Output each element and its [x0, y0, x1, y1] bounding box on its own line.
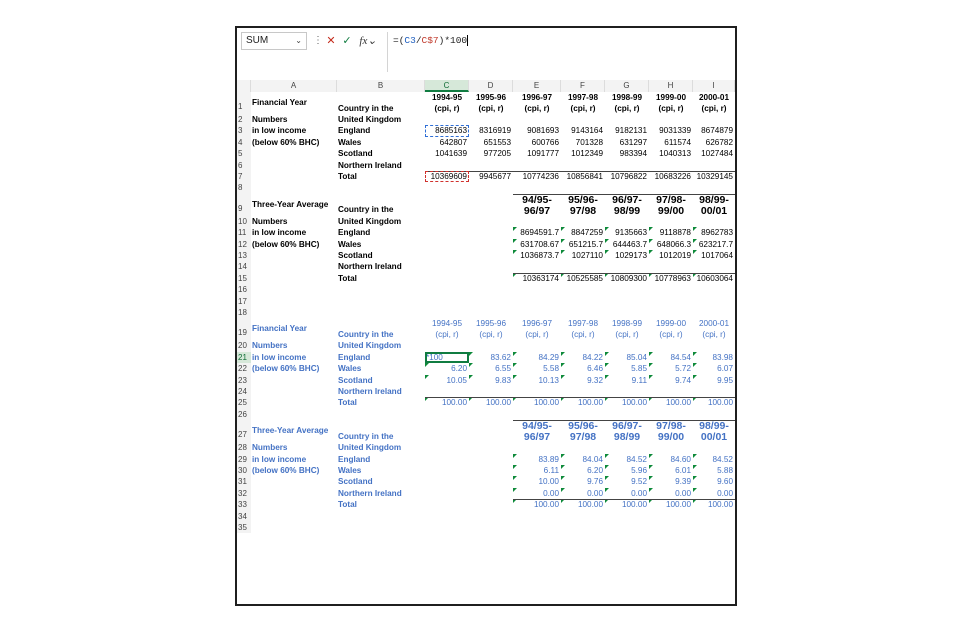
row-header-15[interactable]: 15	[237, 273, 251, 284]
value-cell[interactable]: 6.01	[649, 465, 693, 476]
england-label[interactable]: England	[338, 228, 371, 238]
row-header-7[interactable]: 7	[237, 171, 251, 182]
cpi-label[interactable]: (cpi, r)	[615, 330, 639, 340]
total-cell[interactable]: 10525585	[561, 273, 605, 284]
value-cell[interactable]: 83.89	[513, 454, 561, 465]
value-cell[interactable]: 8685163	[435, 126, 467, 136]
england-label[interactable]: England	[338, 352, 371, 362]
value-cell[interactable]: 1091777	[527, 149, 559, 159]
value-cell[interactable]: 631708.67	[513, 239, 561, 250]
value-cell[interactable]: 9.74	[649, 375, 693, 386]
total-cell[interactable]: 10809300	[605, 273, 649, 284]
value-cell[interactable]: 6.11	[513, 465, 561, 476]
cpi-label[interactable]: (cpi, r)	[659, 330, 683, 340]
row-header-17[interactable]: 17	[237, 296, 251, 307]
value-cell[interactable]: 9.39	[649, 476, 693, 487]
value-cell[interactable]: 5.96	[605, 465, 649, 476]
row-header-8[interactable]: 8	[237, 182, 251, 193]
period-header[interactable]: 94/95-	[522, 193, 552, 206]
chevron-down-icon[interactable]: ⌄	[295, 36, 302, 45]
row-header-28[interactable]: 28	[237, 442, 251, 453]
value-cell[interactable]: 6.46	[561, 363, 605, 374]
country-header[interactable]: Country in the	[338, 103, 394, 113]
period-header[interactable]: 98/99-	[699, 193, 729, 206]
select-all-corner[interactable]	[237, 80, 251, 92]
row-header-16[interactable]: 16	[237, 284, 251, 295]
value-cell[interactable]: 8694591.7	[513, 227, 561, 238]
value-cell[interactable]: 9.11	[605, 375, 649, 386]
column-header-d[interactable]: D	[469, 80, 513, 92]
england-label[interactable]: England	[338, 454, 371, 464]
value-cell[interactable]: 983394	[619, 149, 647, 159]
row-header-26[interactable]: 26	[237, 409, 251, 420]
northern-ireland-label[interactable]: Northern Ireland	[338, 387, 402, 396]
low-income-label[interactable]: in low income	[252, 352, 307, 362]
total-cell[interactable]: 100.00	[649, 499, 693, 510]
value-cell[interactable]: 10.00	[513, 476, 561, 487]
value-cell[interactable]: 648066.3	[649, 239, 693, 250]
value-cell[interactable]: 1012349	[571, 149, 603, 159]
total-cell[interactable]: 9945677	[479, 172, 511, 181]
total-cell[interactable]: 10369609	[430, 172, 467, 181]
row-header-6[interactable]: 6	[237, 160, 251, 171]
cpi-label[interactable]: (cpi, r)	[525, 330, 549, 340]
value-cell[interactable]: 5.72	[649, 363, 693, 374]
total-cell[interactable]: 100.00	[693, 397, 735, 408]
reference-highlight-c7	[425, 171, 469, 182]
value-cell[interactable]: 631297	[619, 137, 647, 147]
period-header[interactable]: 97/98	[569, 204, 597, 217]
cpi-label[interactable]: (cpi, r)	[524, 104, 550, 113]
below-60-label[interactable]: (below 60% BHC)	[252, 239, 320, 249]
formula-bar	[237, 28, 735, 76]
value-cell[interactable]: 9.83	[469, 375, 513, 386]
row-header-23[interactable]: 23	[237, 375, 251, 386]
value-cell[interactable]: 626782	[705, 137, 733, 147]
column-header-b[interactable]: B	[337, 80, 425, 92]
scotland-label[interactable]: Scotland	[338, 477, 373, 487]
wales-label[interactable]: Wales	[338, 466, 362, 475]
value-cell[interactable]: 8674879	[701, 126, 733, 136]
row-header-31[interactable]: 31	[237, 476, 251, 487]
northern-ireland-label[interactable]: Northern Ireland	[338, 160, 402, 170]
total-border	[425, 171, 735, 172]
row-header-20[interactable]: 20	[237, 340, 251, 351]
period-header[interactable]: 00/01	[700, 431, 728, 444]
total-cell[interactable]: 100.00	[561, 499, 605, 510]
wales-label[interactable]: Wales	[338, 239, 362, 249]
period-header[interactable]: 95/96-	[568, 193, 598, 206]
value-cell[interactable]: 10.13	[513, 375, 561, 386]
england-label[interactable]: England	[338, 126, 371, 136]
total-cell[interactable]: 10603064	[693, 273, 735, 284]
cpi-label[interactable]: (cpi, r)	[614, 104, 640, 113]
formula-ref-c7: C$7	[421, 35, 439, 46]
value-cell[interactable]: 1040313	[659, 149, 691, 159]
value-cell[interactable]: 84.60	[649, 454, 693, 465]
formula-mid: /	[415, 35, 422, 46]
year-header[interactable]: 1998-99	[611, 319, 643, 329]
value-cell[interactable]: 0.00	[693, 488, 735, 499]
three-year-average-label[interactable]: Three-Year Average	[252, 199, 329, 209]
value-cell[interactable]: 6.07	[693, 363, 735, 374]
value-cell[interactable]: 9.95	[693, 375, 735, 386]
cpi-label[interactable]: (cpi, r)	[435, 330, 459, 340]
column-header-e[interactable]: E	[513, 80, 561, 92]
value-cell[interactable]: 1012019	[649, 250, 693, 261]
wales-label[interactable]: Wales	[338, 137, 362, 147]
northern-ireland-label[interactable]: Northern Ireland	[338, 488, 402, 498]
row-header-22[interactable]: 22	[237, 363, 251, 374]
row-header-19[interactable]: 19	[237, 318, 251, 340]
column-headers	[237, 80, 735, 92]
value-cell[interactable]: 0.00	[513, 488, 561, 499]
cancel-icon[interactable]: ✕	[326, 35, 336, 47]
total-cell[interactable]: 100.00	[605, 397, 649, 408]
period-header[interactable]: 96/97-	[612, 193, 642, 206]
value-cell[interactable]: 84.29	[513, 352, 561, 363]
numbers-label[interactable]: Numbers	[252, 216, 288, 226]
value-cell[interactable]: 644463.7	[605, 239, 649, 250]
total-cell[interactable]: 10363174	[513, 273, 561, 284]
country-header[interactable]: United Kingdom	[338, 341, 402, 351]
row-header-14[interactable]: 14	[237, 261, 251, 272]
value-cell[interactable]: 600766	[531, 137, 559, 147]
year-header[interactable]: 1995-96	[475, 319, 507, 329]
value-cell[interactable]: 1029173	[605, 250, 649, 261]
value-cell[interactable]: 0.00	[561, 488, 605, 499]
total-cell[interactable]: 100.00	[469, 397, 513, 408]
column-header-a[interactable]: A	[251, 80, 337, 92]
country-header[interactable]: Country in the	[338, 330, 394, 339]
row-header-10[interactable]: 10	[237, 216, 251, 227]
total-cell[interactable]: 10778963	[649, 273, 693, 284]
total-cell[interactable]: 10683226	[654, 172, 691, 181]
year-header[interactable]: 1997-98	[567, 93, 599, 102]
row-header-35[interactable]: 35	[237, 522, 251, 533]
value-cell[interactable]: 651553	[483, 137, 511, 147]
row-header-30[interactable]: 30	[237, 465, 251, 476]
row-header-5[interactable]: 5	[237, 148, 251, 159]
value-cell[interactable]: 642807	[439, 137, 467, 147]
total-cell[interactable]: 10329145	[696, 172, 733, 181]
value-cell[interactable]: 5.85	[605, 363, 649, 374]
column-header-c[interactable]: C	[425, 80, 469, 92]
formula-bar-divider	[387, 32, 388, 72]
column-header-h[interactable]: H	[649, 80, 693, 92]
value-cell[interactable]: 8316919	[479, 126, 511, 136]
value-cell[interactable]: 9143164	[571, 126, 603, 136]
period-header[interactable]: 98/99	[613, 204, 641, 217]
total-cell[interactable]: 100.00	[605, 499, 649, 510]
row-header-9[interactable]: 9	[237, 194, 251, 216]
spreadsheet-window	[235, 26, 737, 606]
row-header-12[interactable]: 12	[237, 239, 251, 250]
numbers-label[interactable]: Numbers	[252, 115, 288, 124]
country-header[interactable]: Country in the	[338, 205, 394, 215]
name-box-value: SUM	[246, 35, 269, 46]
more-icon[interactable]: ⋮	[313, 35, 323, 46]
active-cell-c21	[425, 352, 469, 363]
period-header[interactable]: 97/98	[569, 431, 597, 444]
cpi-label[interactable]: (cpi, r)	[434, 104, 460, 113]
period-header[interactable]: 96/97	[523, 431, 551, 444]
year-header[interactable]: 2000-01	[698, 93, 730, 102]
total-cell[interactable]: 100.00	[693, 499, 735, 510]
total-border	[425, 397, 735, 398]
total-cell[interactable]: 100.00	[513, 397, 561, 408]
year-header[interactable]: 1999-00	[655, 93, 687, 102]
below-60-label[interactable]: (below 60% BHC)	[252, 466, 320, 475]
numbers-label[interactable]: Numbers	[252, 443, 288, 453]
value-cell[interactable]: 83.62	[469, 352, 513, 363]
value-cell[interactable]: 84.04	[561, 454, 605, 465]
value-cell[interactable]: 83.98	[693, 352, 735, 363]
country-header[interactable]: United Kingdom	[338, 115, 402, 124]
row-header-25[interactable]: 25	[237, 397, 251, 408]
value-cell[interactable]: 701328	[575, 137, 603, 147]
value-cell[interactable]: 1017064	[693, 250, 735, 261]
total-cell[interactable]: 100.00	[513, 499, 561, 510]
value-cell[interactable]: 1041639	[435, 149, 467, 159]
value-cell[interactable]: 1036873.7	[513, 250, 561, 261]
financial-year-label[interactable]: Financial Year	[252, 324, 307, 334]
cpi-label[interactable]: (cpi, r)	[478, 104, 504, 113]
value-cell[interactable]: 6.20	[425, 363, 469, 374]
editing-cell[interactable]: *100	[426, 352, 443, 362]
cpi-label[interactable]: (cpi, r)	[571, 330, 595, 340]
numbers-label[interactable]: Numbers	[252, 341, 288, 351]
period-header[interactable]: 00/01	[700, 204, 728, 217]
below-60-label[interactable]: (below 60% BHC)	[252, 137, 320, 147]
year-header[interactable]: 1998-99	[611, 93, 643, 102]
country-header[interactable]: United Kingdom	[338, 443, 402, 453]
row-header-11[interactable]: 11	[237, 227, 251, 238]
year-header[interactable]: 1995-96	[475, 93, 507, 102]
period-header[interactable]: 96/97	[523, 204, 551, 217]
value-cell[interactable]: 623217.7	[693, 239, 735, 250]
value-cell[interactable]: 9031339	[659, 126, 691, 136]
value-cell[interactable]: 977205	[483, 149, 511, 159]
value-cell[interactable]: 85.04	[605, 352, 649, 363]
total-cell[interactable]: 100.00	[561, 397, 605, 408]
total-cell[interactable]: 10774236	[522, 172, 559, 181]
row-header-27[interactable]: 27	[237, 420, 251, 442]
row-header-24[interactable]: 24	[237, 386, 251, 397]
total-label[interactable]: Total	[338, 273, 357, 283]
row-header-13[interactable]: 13	[237, 250, 251, 261]
value-cell[interactable]: 10.05	[425, 375, 469, 386]
year-header[interactable]: 1994-95	[431, 93, 463, 102]
total-label[interactable]: Total	[338, 398, 357, 408]
total-cell[interactable]: 100.00	[649, 397, 693, 408]
value-cell[interactable]: 6.55	[469, 363, 513, 374]
column-header-g[interactable]: G	[605, 80, 649, 92]
row-header-4[interactable]: 4	[237, 137, 251, 148]
value-cell[interactable]: 6.20	[561, 465, 605, 476]
period-header[interactable]: 98/99-	[699, 420, 729, 433]
value-cell[interactable]: 84.54	[649, 352, 693, 363]
value-cell[interactable]: 5.88	[693, 465, 735, 476]
row-header-34[interactable]: 34	[237, 511, 251, 522]
value-cell[interactable]: 8962783	[693, 227, 735, 238]
row-header-21[interactable]: 21	[237, 352, 251, 363]
total-label[interactable]: Total	[338, 172, 357, 181]
cpi-label[interactable]: (cpi, r)	[570, 104, 596, 113]
value-cell[interactable]: 84.52	[693, 454, 735, 465]
row-header-29[interactable]: 29	[237, 454, 251, 465]
year-header[interactable]: 1994-95	[431, 319, 463, 329]
total-border	[513, 273, 735, 274]
row-header-2[interactable]: 2	[237, 114, 251, 125]
value-cell[interactable]: 651215.7	[561, 239, 605, 250]
reference-highlight-c3	[425, 125, 469, 136]
three-year-average-label[interactable]: Three-Year Average	[252, 426, 329, 436]
value-cell[interactable]: 9118878	[649, 227, 693, 238]
country-header[interactable]: United Kingdom	[338, 216, 402, 226]
low-income-label[interactable]: in low income	[252, 454, 307, 464]
total-cell[interactable]: 100.00	[425, 397, 469, 408]
period-header[interactable]: 97/98-	[656, 193, 686, 206]
value-cell[interactable]: 0.00	[605, 488, 649, 499]
period-header[interactable]: 96/97-	[612, 420, 642, 433]
year-header[interactable]: 1999-00	[655, 319, 687, 329]
value-cell[interactable]: 0.00	[649, 488, 693, 499]
total-label[interactable]: Total	[338, 500, 357, 510]
total-border	[513, 499, 735, 500]
total-cell[interactable]: 10856841	[566, 172, 603, 181]
value-cell[interactable]: 1027484	[701, 149, 733, 159]
formula-input[interactable]	[393, 32, 723, 50]
value-cell[interactable]: 1027110	[561, 250, 605, 261]
fx-icon[interactable]: fx⌄	[359, 35, 377, 47]
formula-suffix: )*100	[438, 35, 468, 46]
value-cell[interactable]: 9.32	[561, 375, 605, 386]
cpi-label[interactable]: (cpi, r)	[701, 104, 727, 113]
value-cell[interactable]: 9.60	[693, 476, 735, 487]
value-cell[interactable]: 9.52	[605, 476, 649, 487]
year-header[interactable]: 1996-97	[521, 319, 553, 329]
cpi-label[interactable]: (cpi, r)	[658, 104, 684, 113]
year-header[interactable]: 2000-01	[698, 319, 730, 329]
scotland-label[interactable]: Scotland	[338, 149, 373, 159]
value-cell[interactable]: 9135663	[605, 227, 649, 238]
scotland-label[interactable]: Scotland	[338, 251, 373, 260]
cpi-label[interactable]: (cpi, r)	[702, 330, 726, 340]
value-cell[interactable]: 8847259	[561, 227, 605, 238]
formula-prefix: =(	[393, 35, 405, 46]
cpi-label[interactable]: (cpi, r)	[479, 330, 503, 340]
period-header[interactable]: 98/99	[613, 431, 641, 444]
year-header[interactable]: 1997-98	[567, 319, 599, 329]
period-header[interactable]: 95/96-	[568, 420, 598, 433]
low-income-label[interactable]: in low income	[252, 126, 307, 136]
column-header-i[interactable]: I	[693, 80, 735, 92]
period-header[interactable]: 99/00	[657, 431, 685, 444]
row-header-18[interactable]: 18	[237, 307, 251, 318]
name-box[interactable]	[241, 32, 307, 50]
text-caret	[467, 35, 468, 46]
financial-year-label[interactable]: Financial Year	[252, 98, 307, 107]
period-header[interactable]: 99/00	[657, 204, 685, 217]
country-header[interactable]: Country in the	[338, 431, 394, 441]
below-60-label[interactable]: (below 60% BHC)	[252, 364, 320, 374]
row-header-33[interactable]: 33	[237, 499, 251, 510]
value-cell[interactable]: 9182131	[615, 126, 647, 136]
year-header[interactable]: 1996-97	[521, 93, 553, 102]
northern-ireland-label[interactable]: Northern Ireland	[338, 262, 402, 272]
value-cell[interactable]: 84.52	[605, 454, 649, 465]
formula-ref-c3: C3	[404, 35, 416, 46]
total-cell[interactable]: 10796822	[610, 172, 647, 181]
enter-icon[interactable]: ✓	[342, 35, 352, 47]
row-header-32[interactable]: 32	[237, 488, 251, 499]
value-cell[interactable]: 9081693	[527, 126, 559, 136]
value-cell[interactable]: 611574	[664, 137, 691, 147]
period-header[interactable]: 94/95-	[522, 420, 552, 433]
row-header-3[interactable]: 3	[237, 125, 251, 136]
scotland-label[interactable]: Scotland	[338, 375, 373, 385]
row-header-1[interactable]: 1	[237, 92, 251, 114]
value-cell[interactable]: 5.58	[513, 363, 561, 374]
low-income-label[interactable]: in low income	[252, 228, 307, 238]
value-cell[interactable]: 9.76	[561, 476, 605, 487]
value-cell[interactable]: 84.22	[561, 352, 605, 363]
column-header-f[interactable]: F	[561, 80, 605, 92]
wales-label[interactable]: Wales	[338, 364, 362, 374]
period-header[interactable]: 97/98-	[656, 420, 686, 433]
